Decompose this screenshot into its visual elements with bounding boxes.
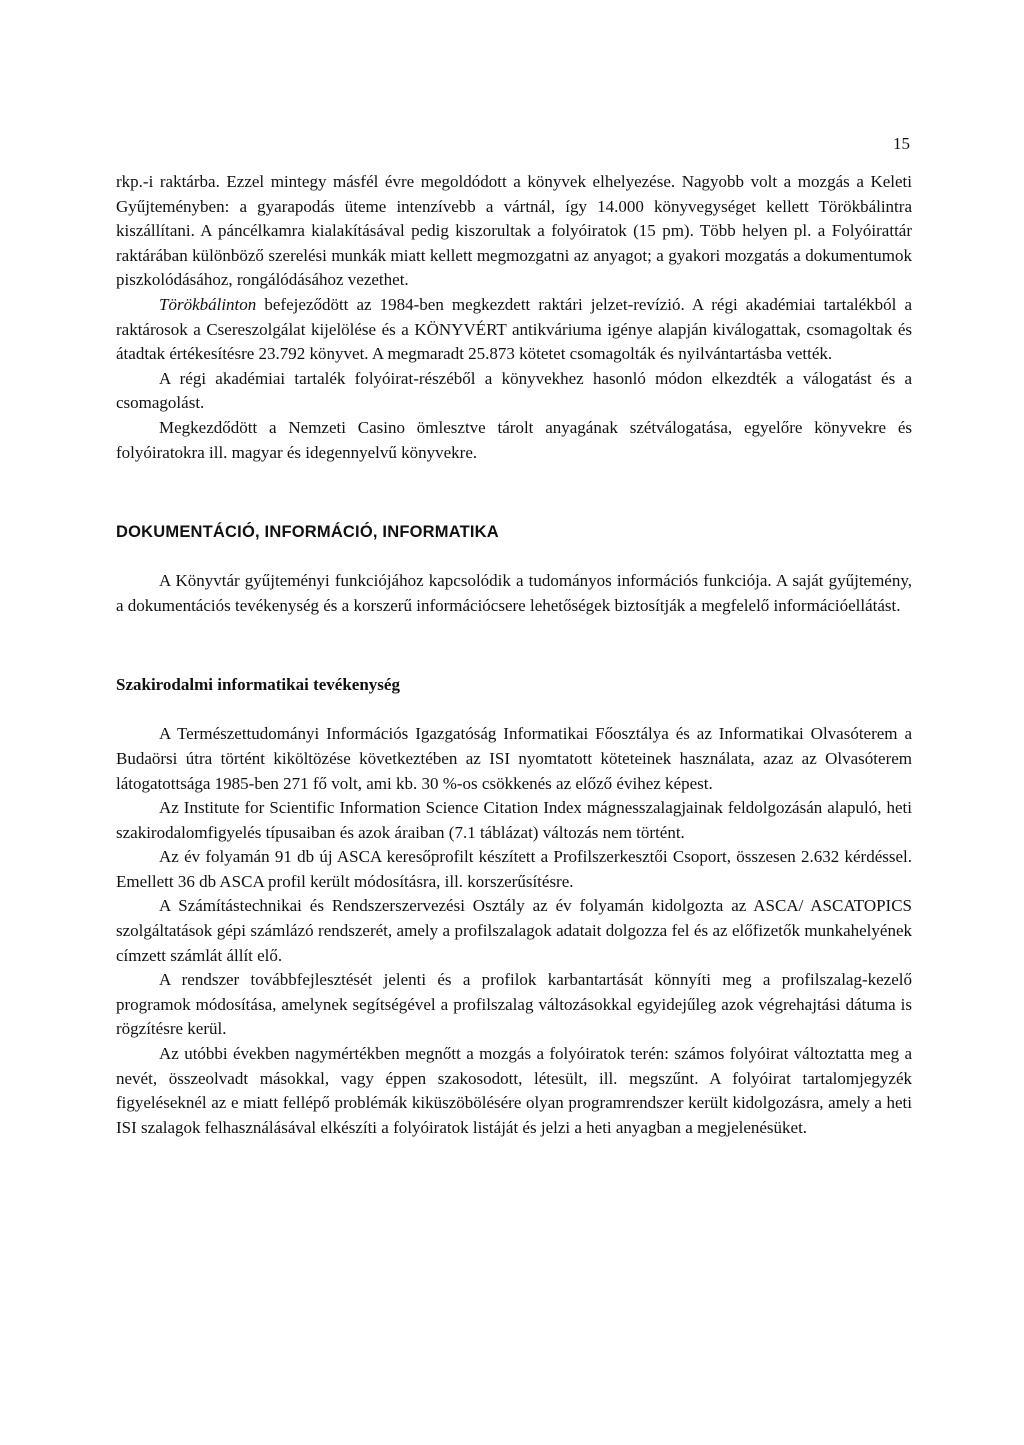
paragraph-olvasoterem: A Természettudományi Információs Igazgatóság Informatikai Főosztálya és az Informatikai Olvasóterem a Budaörsi útra történt kiköltözése következtében az ISI nyomtatott köteteinek használata, azaz az Olvasóterem látogatottsága 1985-ben 271 fő volt, ami kb. 30 %-os csökkenés az előző évihez képest.	[116, 724, 912, 793]
paragraph-torokbalint	[116, 293, 912, 367]
paragraph-torokbalint-text: befejeződött az 1984-ben megkezdett raktári jelzet-revízió. A régi akadémiai tartalékból a raktárosok a Csereszolgálat kijelölése és a KÖNYVÉRT antikváriuma igénye alapján kiválogattak, csomagoltak és átadtak értékesítésre 23.792 könyvet. A megmaradt 25.873 kötetet csomagolták és nyilvántartásba vették.	[116, 294, 912, 364]
paragraph-nemzeti-casino: Megkezdődött a Nemzeti Casino ömlesztve tárolt anyagának szétválogatása, egyelőre könyvekre és folyóiratokra ill. magyar és idegennyelvű könyvekre.	[116, 417, 912, 462]
section-heading-szakirodalmi: Szakirodalmi informatikai tevékenység	[116, 675, 400, 695]
section-heading-dokumentacio: DOKUMENTÁCIÓ, INFORMÁCIÓ, INFORMATIKA	[116, 523, 499, 542]
page-content	[116, 170, 912, 1140]
paragraph-szamlazo-rendszer: A Számítástechnikai és Rendszerszervezési Osztály az év folyamán kidolgozta az ASCA/ ASCATOPICS szolgáltatások gépi számlázó rendszerét, amely a profilszalagok adatait dolgozza fel és az előfizetők munkahelyének címzett számlát állít elő.	[116, 896, 912, 965]
page-number: 15	[893, 134, 910, 153]
paragraph-raktar: rkp.-i raktárba. Ezzel mintegy másfél évre megoldódott a könyvek elhelyezése. Nagyobb volt a mozgás a Keleti Gyűjteményben: a gyarapodás üteme intenzívebb a vártnál, így 14.000 könyvegységet kellett Törökbálintra kiszállítani. A páncélkamra kialakításával pedig kiszorultak a folyóiratok (15 pm). Több helyen pl. a Folyóirattár raktárában különböző szerelési munkák miatt kellett megmozgatni az anyagot; a gyakori mozgatás a dokumentumok piszkolódásához, rongálódásához vezethet.	[116, 172, 912, 290]
italic-place-name: Törökbálinton	[159, 294, 257, 314]
paragraph-folyoirat-mozgas: Az utóbbi években nagymértékben megnőtt a mozgás a folyóiratok terén: számos folyóirat változtatta meg a nevét, összeolvadt másokkal, vagy éppen szakosodott, létesült, ill. megszűnt. A folyóirat tartalomjegyzék figyeléseknél az e miatt fellépő problémák kiküszöbölésére olyan programrendszer került kidolgozásra, amely a heti ISI szalagok felhasználásával elkészíti a folyóiratok listáját és jelzi a heti anyagban a megjelenésüket.	[116, 1044, 912, 1137]
paragraph-konyvtar-funkcio: A Könyvtár gyűjteményi funkciójához kapcsolódik a tudományos információs funkciója. A saját gyűjtemény, a dokumentációs tevékenység és a korszerű információcsere lehetőségek biztosítják a megfelelő információellátást.	[116, 571, 912, 615]
paragraph-isi-citation: Az Institute for Scientific Information Science Citation Index mágnesszalagjainak feldolgozásán alapuló, heti szakirodalomfigyelés típusaiban és azok áraiban (7.1 táblázat) változás nem történt.	[116, 798, 912, 842]
paragraph-asca-profil: Az év folyamán 91 db új ASCA keresőprofilt készített a Profilszerkesztői Csoport, összesen 2.632 kérdéssel. Emellett 36 db ASCA profil került módosításra, ill. korszerűsítésre.	[116, 847, 912, 891]
paragraph-folyoirat-tartalek: A régi akadémiai tartalék folyóirat-részéből a könyvekhez hasonló módon elkezdték a válogatást és a csomagolást.	[116, 368, 912, 413]
paragraph-profilszalag: A rendszer továbbfejlesztését jelenti és a profilok karbantartását könnyíti meg a profilszalag-kezelő programok módosítása, amelynek segítségével a profilszalag változásokkal egyidejűleg azok végrehajtási dátuma is rögzítésre kerül.	[116, 970, 912, 1039]
